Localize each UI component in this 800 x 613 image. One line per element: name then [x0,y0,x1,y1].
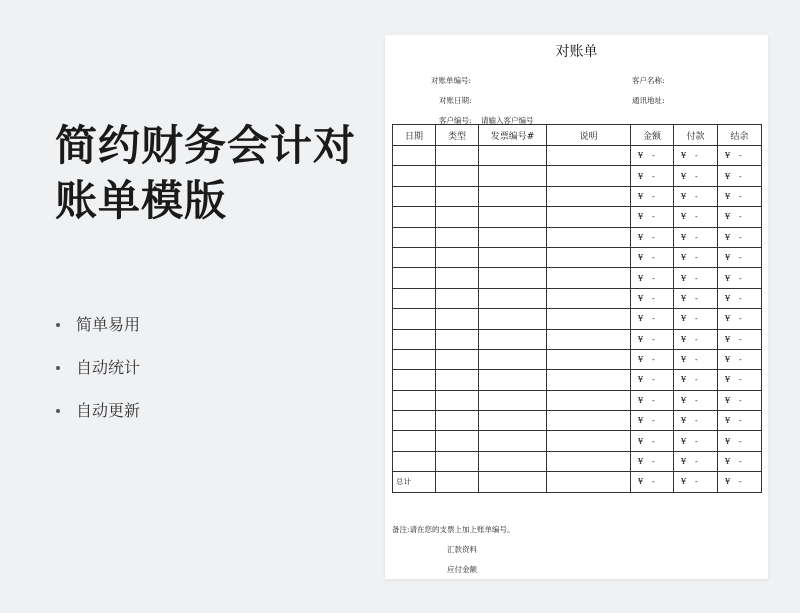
cell-value: - [739,314,742,324]
cell-description[interactable] [547,411,631,431]
currency-symbol: ¥ [638,416,644,426]
cell-invoice-no[interactable] [479,451,547,471]
currency-symbol: ¥ [725,151,731,161]
cell-balance[interactable] [718,288,762,308]
cell-amount[interactable] [631,146,674,166]
currency-symbol: ¥ [638,314,644,324]
cell-value: - [695,334,698,344]
cell-amount[interactable] [631,472,674,492]
table-row [393,329,762,349]
cell-amount[interactable] [631,349,674,369]
currency-symbol: ¥ [638,191,644,201]
currency-symbol: ¥ [725,273,731,283]
cell-amount[interactable] [631,370,674,390]
cell-value: - [695,273,698,283]
cell-description[interactable] [547,329,631,349]
currency-symbol: ¥ [638,457,644,467]
col-header-balance: 结余 [718,125,762,146]
cell-date[interactable] [393,411,436,431]
cell-date[interactable] [393,186,436,206]
cell-payment[interactable] [674,329,718,349]
feature-list [56,312,140,441]
cell-payment[interactable] [674,309,718,329]
cell-amount[interactable] [631,329,674,349]
ledger-body [393,146,762,493]
cell-invoice-no[interactable] [479,309,547,329]
cell-balance[interactable] [718,309,762,329]
currency-symbol: ¥ [681,477,687,487]
cell-payment[interactable] [674,207,718,227]
cell-date[interactable] [393,207,436,227]
currency-symbol: ¥ [725,334,731,344]
col-header-date: 日期 [393,125,436,146]
cell-payment[interactable] [674,451,718,471]
statement-date-label: 对账日期: [439,96,472,105]
cell-value: - [695,253,698,263]
cell-invoice-no[interactable] [479,288,547,308]
cell-balance[interactable] [718,329,762,349]
currency-symbol: ¥ [681,436,687,446]
cell-value: - [739,416,742,426]
cell-invoice-no[interactable] [479,268,547,288]
table-row [393,451,762,471]
cell-balance[interactable] [718,227,762,247]
remark-note: 备注:请在您的支票上加上账单编号。 [392,525,515,534]
cell-type[interactable] [436,309,479,329]
cell-amount[interactable] [631,411,674,431]
cell-type[interactable] [436,349,479,369]
feature-item: 自动更新 [56,398,140,441]
promo-title-line2: 账单模版 [55,176,228,225]
cell-date[interactable] [393,329,436,349]
cell-description[interactable] [547,207,631,227]
cell-value: - [652,334,655,344]
cell-value: - [695,457,698,467]
currency-symbol: ¥ [725,416,731,426]
cell-description[interactable] [547,451,631,471]
cell-payment[interactable] [674,166,718,186]
cell-value: - [652,273,655,283]
cell-invoice-no[interactable] [479,431,547,451]
cell-date[interactable] [393,146,436,166]
cell-value: - [739,355,742,365]
cell-payment[interactable] [674,431,718,451]
total-label: 总计 [393,472,436,492]
cell-value: - [739,395,742,405]
currency-symbol: ¥ [681,457,687,467]
col-header-invoice-no: 发票编号# [479,125,547,146]
cell-amount[interactable] [631,309,674,329]
currency-symbol: ¥ [638,477,644,487]
cell-value: - [739,151,742,161]
cell-invoice-no[interactable] [479,390,547,410]
feature-item: 自动统计 [56,355,140,398]
cell-invoice-no[interactable] [479,247,547,267]
cell-date[interactable] [393,288,436,308]
cell-payment[interactable] [674,227,718,247]
cell-value: - [652,212,655,222]
cell-description[interactable] [547,309,631,329]
cell-value: - [652,191,655,201]
cell-value: - [739,334,742,344]
cell-value: - [739,457,742,467]
col-header-payment: 付款 [674,125,718,146]
cell-description[interactable] [547,146,631,166]
cell-balance[interactable] [718,268,762,288]
currency-symbol: ¥ [681,416,687,426]
currency-symbol: ¥ [681,191,687,201]
cell-description[interactable] [547,186,631,206]
cell-value: - [695,375,698,385]
cell-payment[interactable] [674,146,718,166]
statement-no-label: 对账单编号: [431,76,472,85]
cell-value: - [695,355,698,365]
currency-symbol: ¥ [681,314,687,324]
cell-description[interactable] [547,288,631,308]
cell-description[interactable] [547,268,631,288]
cell-payment[interactable] [674,268,718,288]
table-row [393,268,762,288]
currency-symbol: ¥ [638,355,644,365]
currency-symbol: ¥ [725,457,731,467]
cell-date[interactable] [393,227,436,247]
currency-symbol: ¥ [725,375,731,385]
cell-description[interactable] [547,472,631,492]
table-row [393,431,762,451]
currency-symbol: ¥ [638,232,644,242]
currency-symbol: ¥ [725,232,731,242]
cell-type[interactable] [436,207,479,227]
cell-value: - [739,171,742,181]
currency-symbol: ¥ [725,477,731,487]
cell-value: - [695,477,698,487]
cell-value: - [652,436,655,446]
currency-symbol: ¥ [638,273,644,283]
col-header-type: 类型 [436,125,479,146]
cell-description[interactable] [547,227,631,247]
ledger-header-row [393,125,762,146]
cell-type[interactable] [436,247,479,267]
currency-symbol: ¥ [725,355,731,365]
cell-date[interactable] [393,309,436,329]
cell-payment[interactable] [674,186,718,206]
currency-symbol: ¥ [681,171,687,181]
cell-invoice-no[interactable] [479,472,547,492]
cell-amount[interactable] [631,186,674,206]
cell-value: - [695,436,698,446]
customer-name-label: 客户名称: [632,76,665,85]
currency-symbol: ¥ [681,151,687,161]
currency-symbol: ¥ [681,232,687,242]
currency-symbol: ¥ [681,253,687,263]
currency-symbol: ¥ [725,212,731,222]
ledger-table [392,124,762,493]
currency-symbol: ¥ [638,151,644,161]
table-row [393,370,762,390]
cell-description[interactable] [547,247,631,267]
cell-type[interactable] [436,390,479,410]
cell-value: - [695,293,698,303]
cell-date[interactable] [393,431,436,451]
cell-value: - [652,171,655,181]
cell-payment[interactable] [674,390,718,410]
cell-date[interactable] [393,370,436,390]
cell-balance[interactable] [718,390,762,410]
currency-symbol: ¥ [725,395,731,405]
currency-symbol: ¥ [638,375,644,385]
cell-description[interactable] [547,370,631,390]
cell-payment[interactable] [674,411,718,431]
cell-value: - [739,477,742,487]
cell-value: - [652,457,655,467]
cell-balance[interactable] [718,247,762,267]
cell-balance[interactable] [718,431,762,451]
cell-balance[interactable] [718,207,762,227]
cell-type[interactable] [436,288,479,308]
cell-type[interactable] [436,472,479,492]
currency-symbol: ¥ [681,375,687,385]
cell-balance[interactable] [718,370,762,390]
cell-type[interactable] [436,227,479,247]
cell-payment[interactable] [674,349,718,369]
sheet-title: 对账单 [555,44,598,60]
cell-value: - [695,191,698,201]
cell-value: - [652,477,655,487]
table-row [393,288,762,308]
cell-amount[interactable] [631,268,674,288]
table-row [393,227,762,247]
cell-value: - [695,416,698,426]
remit-label: 汇款资料 [447,545,477,554]
cell-balance[interactable] [718,411,762,431]
currency-symbol: ¥ [681,273,687,283]
cell-value: - [652,355,655,365]
cell-value: - [652,253,655,263]
cell-amount[interactable] [631,247,674,267]
table-row [393,349,762,369]
currency-symbol: ¥ [725,191,731,201]
table-row [393,411,762,431]
cell-date[interactable] [393,268,436,288]
payable-label: 应付金额 [447,565,477,574]
cell-description[interactable] [547,166,631,186]
statement-sheet [385,35,768,579]
table-row [393,390,762,410]
currency-symbol: ¥ [725,314,731,324]
cell-amount[interactable] [631,227,674,247]
cell-type[interactable] [436,186,479,206]
currency-symbol: ¥ [725,171,731,181]
cell-type[interactable] [436,146,479,166]
promo-title [55,118,365,228]
currency-symbol: ¥ [638,334,644,344]
table-row [393,186,762,206]
cell-invoice-no[interactable] [479,411,547,431]
cell-value: - [695,232,698,242]
currency-symbol: ¥ [681,334,687,344]
cell-invoice-no[interactable] [479,207,547,227]
cell-invoice-no[interactable] [479,146,547,166]
currency-symbol: ¥ [725,436,731,446]
currency-symbol: ¥ [638,253,644,263]
cell-value: - [652,314,655,324]
customer-no-input[interactable]: 请输入客户编号 [481,116,534,125]
cell-date[interactable] [393,247,436,267]
cell-value: - [652,151,655,161]
cell-type[interactable] [436,431,479,451]
col-header-amount: 金额 [631,125,674,146]
currency-symbol: ¥ [681,355,687,365]
cell-value: - [652,232,655,242]
currency-symbol: ¥ [638,436,644,446]
cell-payment[interactable] [674,370,718,390]
cell-value: - [695,314,698,324]
cell-value: - [739,191,742,201]
cell-amount[interactable] [631,451,674,471]
cell-value: - [739,273,742,283]
cell-value: - [652,395,655,405]
currency-symbol: ¥ [638,212,644,222]
cell-value: - [652,416,655,426]
cell-balance[interactable] [718,451,762,471]
cell-amount[interactable] [631,431,674,451]
currency-symbol: ¥ [638,395,644,405]
cell-value: - [652,375,655,385]
cell-value: - [739,436,742,446]
cell-value: - [652,293,655,303]
cell-value: - [739,212,742,222]
cell-balance[interactable] [718,146,762,166]
promo-title-line1: 简约财务会计对 [55,121,357,170]
cell-value: - [739,232,742,242]
address-label: 通讯地址: [632,96,665,105]
table-row [393,166,762,186]
cell-invoice-no[interactable] [479,166,547,186]
table-row [393,247,762,267]
cell-amount[interactable] [631,166,674,186]
cell-payment[interactable] [674,247,718,267]
cell-date[interactable] [393,166,436,186]
cell-date[interactable] [393,451,436,471]
cell-description[interactable] [547,349,631,369]
feature-item: 简单易用 [56,312,140,355]
cell-value: - [739,375,742,385]
cell-type[interactable] [436,166,479,186]
table-row [393,146,762,166]
cell-date[interactable] [393,390,436,410]
cell-value: - [739,253,742,263]
cell-type[interactable] [436,411,479,431]
cell-value: - [695,151,698,161]
cell-type[interactable] [436,370,479,390]
cell-payment[interactable] [674,472,718,492]
cell-date[interactable] [393,349,436,369]
cell-amount[interactable] [631,207,674,227]
cell-value: - [695,171,698,181]
cell-description[interactable] [547,390,631,410]
currency-symbol: ¥ [681,395,687,405]
col-header-description: 说明 [547,125,631,146]
cell-description[interactable] [547,431,631,451]
currency-symbol: ¥ [725,253,731,263]
cell-value: - [695,395,698,405]
cell-type[interactable] [436,451,479,471]
cell-value: - [739,293,742,303]
cell-invoice-no[interactable] [479,227,547,247]
currency-symbol: ¥ [681,212,687,222]
customer-no-label: 客户编号: [439,116,472,125]
cell-balance[interactable] [718,166,762,186]
cell-value: - [695,212,698,222]
currency-symbol: ¥ [725,293,731,303]
cell-balance[interactable] [718,349,762,369]
cell-type[interactable] [436,329,479,349]
cell-invoice-no[interactable] [479,349,547,369]
currency-symbol: ¥ [681,293,687,303]
cell-invoice-no[interactable] [479,186,547,206]
currency-symbol: ¥ [638,171,644,181]
table-row [393,309,762,329]
cell-balance[interactable] [718,472,762,492]
cell-invoice-no[interactable] [479,329,547,349]
cell-invoice-no[interactable] [479,370,547,390]
cell-payment[interactable] [674,288,718,308]
total-row [393,472,762,492]
cell-type[interactable] [436,268,479,288]
cell-amount[interactable] [631,390,674,410]
currency-symbol: ¥ [638,293,644,303]
cell-balance[interactable] [718,186,762,206]
table-row [393,207,762,227]
cell-amount[interactable] [631,288,674,308]
